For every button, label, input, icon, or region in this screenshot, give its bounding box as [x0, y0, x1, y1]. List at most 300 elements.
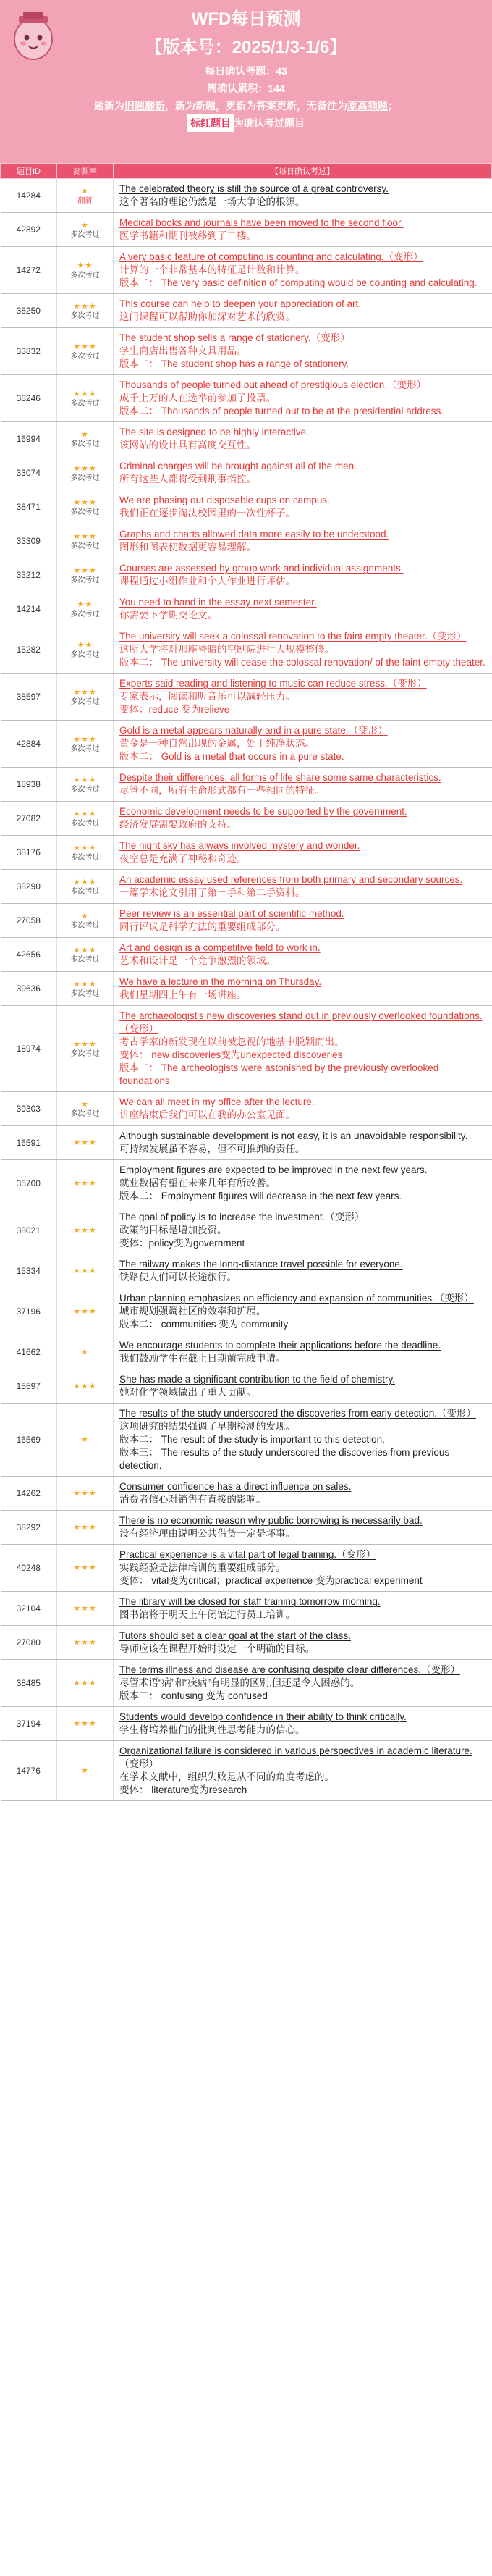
sentence-cell — [114, 1545, 492, 1592]
sentence-english: A very basic feature of computing is counting and calculating.（变形） — [119, 251, 423, 262]
table-row — [1, 328, 492, 375]
table-row — [1, 456, 492, 490]
status-tag: 多次考过 — [70, 697, 100, 706]
sentence-english: The student shop sells a range of stationery.（变形） — [119, 332, 350, 343]
frequency-cell — [57, 1511, 114, 1545]
sentence-line: 这个著名的理论仍然是一场大争论的根源。 — [119, 196, 305, 207]
sentence-line: 变体： literature变为research — [119, 1784, 247, 1795]
sentence-line: 这项研究的结果强调了早期检测的发现。 — [119, 1421, 295, 1432]
question-id: 38246 — [1, 375, 57, 422]
status-tag: 多次考过 — [70, 440, 100, 448]
sentence-cell — [114, 836, 492, 870]
sentence-cell — [114, 247, 492, 294]
star-rating-icon: ★★★ — [73, 1489, 97, 1498]
question-id: 39303 — [1, 1092, 57, 1126]
sentence-cell — [114, 674, 492, 721]
frequency-cell — [57, 802, 114, 836]
confirmed-total: 周确认累积：144 — [207, 83, 285, 94]
sentence-cell — [114, 1592, 492, 1626]
sentence-line: 变体： vital变为critical；practical experience 变为practical experiment — [119, 1575, 423, 1586]
sentence-cell — [114, 721, 492, 768]
sentence-english: Economic development needs to be supported by the government. — [119, 806, 407, 817]
question-id: 38471 — [1, 490, 57, 524]
sentence-cell — [114, 294, 492, 328]
sentence-cell — [114, 524, 492, 558]
sentence-line: 变体：reduce 变为relieve — [119, 704, 230, 715]
status-tag: 多次考过 — [70, 989, 100, 998]
table-row — [1, 1511, 492, 1545]
sentence-cell — [114, 1660, 492, 1707]
sentence-line: 一篇学术论文引用了第一手和第二手资料。 — [119, 887, 305, 898]
sentence-cell — [114, 179, 492, 213]
table-row — [1, 1404, 492, 1477]
frequency-cell — [57, 1404, 114, 1477]
sentence-line: 铁路使人们可以长途旅行。 — [119, 1272, 237, 1283]
sentence-line: 版本二： Gold is a metal that occurs in a pure state. — [119, 751, 344, 762]
table-row — [1, 1160, 492, 1207]
sentence-line: 实践经验是法律培训的重要组成部分。 — [119, 1562, 286, 1573]
star-rating-icon: ★★★ — [73, 1179, 97, 1188]
question-id: 16591 — [1, 1126, 57, 1160]
star-rating-icon: ★ — [81, 429, 89, 439]
frequency-cell — [57, 524, 114, 558]
sentence-cell — [114, 1707, 492, 1741]
sentence-cell — [114, 972, 492, 1006]
frequency-cell — [57, 1741, 114, 1801]
status-tag: 多次考过 — [70, 271, 100, 280]
sentence-cell — [114, 802, 492, 836]
status-tag: 多次考过 — [70, 819, 100, 828]
question-id: 14262 — [1, 1477, 57, 1511]
sentence-line: 课程通过小组作业和个人作业进行评估。 — [119, 576, 295, 587]
question-id: 15282 — [1, 626, 57, 674]
question-id: 33212 — [1, 558, 57, 592]
frequency-cell — [57, 1092, 114, 1126]
table-row — [1, 870, 492, 904]
sentence-english: Despite their differences, all forms of life share some same characteristics. — [119, 772, 441, 783]
sentence-cell — [114, 904, 492, 938]
table-row — [1, 179, 492, 213]
table-row — [1, 1477, 492, 1511]
table-row — [1, 1707, 492, 1741]
question-table — [0, 163, 492, 1801]
star-rating-icon: ★ — [81, 911, 89, 920]
sentence-cell — [114, 592, 492, 626]
frequency-cell — [57, 1288, 114, 1335]
status-tag: 多次考过 — [70, 311, 100, 320]
frequency-cell — [57, 213, 114, 247]
sentence-line: 专家表示，阅读和听音乐可以减轻压力。 — [119, 691, 295, 702]
sentence-english: Criminal charges will be brought against all of the men. — [119, 461, 357, 471]
sentence-cell — [114, 1092, 492, 1126]
table-row — [1, 558, 492, 592]
sentence-english: We have a lecture in the morning on Thursday. — [119, 976, 322, 987]
question-id: 38290 — [1, 870, 57, 904]
sentence-english: We encourage students to complete their applications before the deadline. — [119, 1340, 441, 1351]
sentence-line: 就业数据有望在未来几年有所改善。 — [119, 1178, 276, 1188]
star-rating-icon: ★★★ — [73, 979, 97, 989]
sentence-line: 图形和图表使数据更容易理解。 — [119, 542, 256, 553]
sentence-english: The site is designed to be highly interactive. — [119, 427, 309, 437]
table-body — [1, 179, 492, 1801]
star-rating-icon: ★ — [81, 1435, 89, 1444]
question-id: 41662 — [1, 1335, 57, 1369]
sentence-cell — [114, 1404, 492, 1477]
star-rating-icon: ★★★ — [73, 1138, 97, 1147]
question-id: 14272 — [1, 247, 57, 294]
question-id: 42892 — [1, 213, 57, 247]
table-row — [1, 422, 492, 456]
sentence-cell — [114, 1288, 492, 1335]
sentence-line: 图书馆将于明天上午闭馆进行员工培训。 — [119, 1609, 295, 1620]
sentence-english: She has made a significant contribution to the field of chemistry. — [119, 1374, 395, 1385]
frequency-cell — [57, 1592, 114, 1626]
sentence-english: We can all meet in my office after the lecture. — [119, 1096, 315, 1107]
status-tag: 多次考过 — [70, 887, 100, 896]
star-rating-icon: ★★★ — [73, 809, 97, 818]
sentence-english: The terms illness and disease are confusing despite clear differences.（变形） — [119, 1664, 460, 1675]
status-tag: 多次考过 — [70, 955, 100, 964]
frequency-cell — [57, 1335, 114, 1369]
star-rating-icon: ★★★ — [73, 775, 97, 784]
table-row — [1, 721, 492, 768]
frequency-cell — [57, 1207, 114, 1254]
sentence-line: 城市规划强调社区的效率和扩展。 — [119, 1306, 266, 1317]
star-rating-icon: ★★★ — [73, 389, 97, 398]
sentence-cell — [114, 1160, 492, 1207]
question-id: 18938 — [1, 768, 57, 802]
frequency-cell — [57, 721, 114, 768]
status-tag: 多次考过 — [70, 542, 100, 550]
sentence-line: 讲座结束后我们可以在我的办公室见面。 — [119, 1109, 295, 1120]
question-id: 27082 — [1, 802, 57, 836]
sentence-english: Employment figures are expected to be improved in the next few years. — [119, 1165, 428, 1175]
question-id: 35700 — [1, 1160, 57, 1207]
sentence-line: 没有经济理由说明公共借贷一定是坏事。 — [119, 1528, 295, 1539]
sentence-line: 艺术和设计是一个竞争激烈的领域。 — [119, 955, 276, 966]
sentence-english: Peer review is an essential part of scientific method. — [119, 908, 344, 919]
table-row — [1, 972, 492, 1006]
sentence-english: Courses are assessed by group work and individual assignments. — [119, 563, 404, 574]
question-id: 18974 — [1, 1006, 57, 1092]
frequency-cell — [57, 1160, 114, 1207]
question-id: 38597 — [1, 674, 57, 721]
star-rating-icon: ★★★ — [73, 1267, 97, 1275]
sentence-line: 这所大学将对那座昏暗的空剧院进行大规模整修。 — [119, 644, 334, 655]
star-rating-icon: ★★★ — [73, 1307, 97, 1316]
frequency-cell — [57, 836, 114, 870]
status-tag: 多次考过 — [70, 576, 100, 584]
sentence-english: Organizational failure is considered in various perspectives in academic literature.（变形） — [119, 1745, 472, 1769]
sentence-line: 考古学家的新发现在以前被忽视的地基中脱颖而出。 — [119, 1036, 344, 1047]
frequency-cell — [57, 1477, 114, 1511]
frequency-cell — [57, 938, 114, 972]
page-title: WFD每日预测 — [191, 9, 301, 29]
question-id: 27080 — [1, 1626, 57, 1660]
sentence-line: 你需要下学期交论文。 — [119, 610, 217, 621]
table-row — [1, 294, 492, 328]
star-rating-icon: ★★★ — [73, 1604, 97, 1613]
star-rating-icon: ★★★ — [73, 877, 97, 886]
sentence-english: The night sky has always involved mystery and wonder. — [119, 840, 360, 851]
table-row — [1, 213, 492, 247]
sentence-cell — [114, 1369, 492, 1404]
sentence-english: The celebrated theory is still the source of a great controversy. — [119, 183, 389, 194]
sentence-line: 我们正在逐步淘汰校园里的一次性杯子。 — [119, 508, 295, 519]
table-row — [1, 674, 492, 721]
sentence-cell — [114, 1511, 492, 1545]
frequency-cell — [57, 870, 114, 904]
sentence-cell — [114, 375, 492, 422]
sentence-cell — [114, 1006, 492, 1092]
table-row — [1, 904, 492, 938]
frequency-cell — [57, 375, 114, 422]
sentence-line: 版本二： confusing 变为 confused — [119, 1690, 268, 1701]
sentence-line: 经济发展需要政府的支持。 — [119, 819, 237, 830]
question-id: 14214 — [1, 592, 57, 626]
table-row — [1, 1254, 492, 1288]
frequency-cell — [57, 1369, 114, 1404]
sentence-line: 导师应该在课程开始时设定一个明确的目标。 — [119, 1643, 315, 1654]
sentence-line: 版本二： The result of the study is important to this detection. — [119, 1434, 385, 1445]
sentence-line: 学生商店出售各种文具用品。 — [119, 345, 247, 356]
sentence-cell — [114, 768, 492, 802]
star-rating-icon: ★★★ — [73, 687, 97, 697]
sentence-line: 版本二： Thousands of people turned out to be at the presidential address. — [119, 406, 444, 416]
sentence-english: This course can help to deepen your appreciation of art. — [119, 298, 361, 309]
sentence-english: Urban planning emphasizes on efficiency and expansion of communities.（变形） — [119, 1293, 474, 1304]
question-id: 15334 — [1, 1254, 57, 1288]
table-row — [1, 1741, 492, 1801]
star-rating-icon: ★★★ — [73, 463, 97, 473]
star-rating-icon: ★★★ — [73, 1523, 97, 1532]
sentence-english: Experts said reading and listening to music can reduce stress.（变形） — [119, 678, 427, 689]
sentence-line: 黄金是一种自然出现的金属，处于纯净状态。 — [119, 738, 315, 749]
star-rating-icon: ★★★ — [73, 1226, 97, 1235]
star-rating-icon: ★ — [81, 1348, 89, 1356]
sentence-english: The university will seek a colossal renovation to the faint empty theater.（变形） — [119, 631, 467, 642]
column-header-frequency: 高频率 — [57, 164, 114, 179]
question-id: 27058 — [1, 904, 57, 938]
table-row — [1, 802, 492, 836]
table-row — [1, 1660, 492, 1707]
status-tag: 多次考过 — [70, 399, 100, 408]
mascot-icon — [10, 10, 56, 64]
sentence-english: We are phasing out disposable cups on campus. — [119, 495, 330, 505]
sentence-line: 版本二： The student shop has a range of stationery. — [119, 358, 349, 369]
star-rating-icon: ★★★ — [73, 1638, 97, 1647]
frequency-cell — [57, 1545, 114, 1592]
sentence-line: 这门课程可以帮助你加深对艺术的欣赏。 — [119, 311, 295, 322]
star-rating-icon: ★★ — [77, 261, 93, 270]
sentence-cell — [114, 490, 492, 524]
frequency-cell — [57, 904, 114, 938]
sentence-english: An academic essay used references from both primary and secondary sources. — [119, 874, 463, 885]
sentence-english: Practical experience is a vital part of legal training.（变形） — [119, 1549, 376, 1560]
question-id: 32104 — [1, 1592, 57, 1626]
frequency-cell — [57, 1626, 114, 1660]
sentence-line: 可持续发展虽不容易，但不可推卸的责任。 — [119, 1144, 305, 1154]
status-tag: 翻新 — [77, 196, 93, 205]
table-row — [1, 938, 492, 972]
legend-note: 题新为旧题翻新，新为新题，更新为答案更新，无备注为原高频题； — [94, 100, 398, 112]
sentence-english: Consumer confidence has a direct influence on sales. — [119, 1481, 352, 1492]
status-tag: 多次考过 — [70, 508, 100, 516]
frequency-cell — [57, 1126, 114, 1160]
sentence-line: 版本三： The results of the study underscored the discoveries from previous detection. — [119, 1447, 450, 1471]
frequency-cell — [57, 1660, 114, 1707]
question-id: 38292 — [1, 1511, 57, 1545]
star-rating-icon: ★★★ — [73, 1564, 97, 1572]
sentence-cell — [114, 328, 492, 375]
frequency-cell — [57, 674, 114, 721]
sentence-line: 政策的目标是增加投资。 — [119, 1225, 227, 1235]
sentence-line: 同行评议是科学方法的重要组成部分。 — [119, 921, 286, 932]
star-rating-icon: ★★★ — [73, 1382, 97, 1390]
star-rating-icon: ★★ — [77, 640, 93, 650]
confirmed-today: 每日确认考题：43 — [205, 65, 287, 77]
frequency-cell — [57, 592, 114, 626]
sentence-english: The results of the study underscored the discoveries from early detection.（变形） — [119, 1408, 476, 1419]
star-rating-icon: ★★★ — [73, 1039, 97, 1049]
table-row — [1, 375, 492, 422]
table-row — [1, 1092, 492, 1126]
table-row — [1, 626, 492, 674]
question-id: 15597 — [1, 1369, 57, 1404]
column-header-content: 【每日确认考过】 — [114, 164, 492, 179]
sentence-cell — [114, 1335, 492, 1369]
frequency-cell — [57, 768, 114, 802]
table-row — [1, 1545, 492, 1592]
sentence-cell — [114, 456, 492, 490]
table-row — [1, 836, 492, 870]
question-id: 16994 — [1, 422, 57, 456]
sentence-line: 尽管术语“病”和“疾病”有明显的区别,但还是令人困惑的。 — [119, 1677, 360, 1688]
sentence-english: Thousands of people turned out ahead of prestigious election.（变形） — [119, 379, 427, 390]
status-tag: 多次考过 — [70, 650, 100, 659]
sentence-english: There is no economic reason why public borrowing is necessarily bad. — [119, 1515, 423, 1526]
table-row — [1, 1126, 492, 1160]
table-row — [1, 247, 492, 294]
table-row — [1, 1626, 492, 1660]
header-banner — [0, 0, 492, 163]
star-rating-icon: ★★★ — [73, 1679, 97, 1687]
sentence-line: 消费者信心对销售有直接的影响。 — [119, 1494, 266, 1505]
sentence-line: 夜空总是充满了神秘和奇迹。 — [119, 853, 247, 864]
frequency-cell — [57, 294, 114, 328]
sentence-cell — [114, 1207, 492, 1254]
sentence-cell — [114, 938, 492, 972]
star-rating-icon: ★★★ — [73, 734, 97, 744]
sentence-line: 版本二： The university will cease the colossal renovation/ of the faint empty theater. — [119, 657, 485, 668]
status-tag: 多次考过 — [70, 853, 100, 862]
sentence-cell — [114, 1626, 492, 1660]
question-id: 37194 — [1, 1707, 57, 1741]
star-rating-icon: ★★★ — [73, 532, 97, 541]
table-row — [1, 1592, 492, 1626]
sentence-line: 成千上万的人在选举前参加了投票。 — [119, 393, 276, 403]
question-id: 39636 — [1, 972, 57, 1006]
star-rating-icon: ★★★ — [73, 301, 97, 311]
sentence-cell — [114, 213, 492, 247]
sentence-english: Gold is a metal appears naturally and in a pure state.（变形） — [119, 725, 388, 736]
sentence-line: 版本二： The very basic definition of computing would be counting and calculating. — [119, 277, 478, 288]
sentence-english: The railway makes the long-distance travel possible for everyone. — [119, 1259, 403, 1270]
sentence-cell — [114, 1477, 492, 1511]
sentence-line: 我们星期四上午有一场讲座。 — [119, 989, 247, 1000]
question-id: 40248 — [1, 1545, 57, 1592]
sentence-line: 变体： new discoveries变为unexpected discoveries — [119, 1049, 343, 1060]
status-tag: 多次考过 — [70, 1049, 100, 1058]
table-row — [1, 524, 492, 558]
sentence-cell — [114, 626, 492, 674]
table-row — [1, 1335, 492, 1369]
frequency-cell — [57, 328, 114, 375]
frequency-cell — [57, 490, 114, 524]
star-rating-icon: ★ — [81, 1766, 89, 1775]
status-tag: 多次考过 — [70, 230, 100, 239]
frequency-cell — [57, 247, 114, 294]
sentence-english: The goal of policy is to increase the investment.（变形） — [119, 1212, 365, 1222]
status-tag: 多次考过 — [70, 744, 100, 753]
table-row — [1, 1207, 492, 1254]
sentence-line: 她对化学领域做出了重大贡献。 — [119, 1387, 256, 1398]
frequency-cell — [57, 1707, 114, 1741]
sentence-line: 该网站的设计具有高度交互性。 — [119, 440, 256, 450]
sentence-english: Art and design is a competitive field to work in. — [119, 942, 321, 953]
star-rating-icon: ★ — [81, 1099, 89, 1109]
sentence-english: You need to hand in the essay next semester. — [119, 597, 317, 608]
status-tag: 多次考过 — [70, 785, 100, 794]
status-tag: 多次考过 — [70, 352, 100, 361]
question-id: 42884 — [1, 721, 57, 768]
sentence-english: Tutors should set a clear goal at the start of the class. — [119, 1630, 351, 1641]
question-id: 14776 — [1, 1741, 57, 1801]
table-row — [1, 1006, 492, 1092]
sentence-english: Graphs and charts allowed data more easily to be understood. — [119, 529, 389, 540]
star-rating-icon: ★★ — [77, 600, 93, 609]
sentence-cell — [114, 870, 492, 904]
star-rating-icon: ★★★ — [73, 498, 97, 507]
frequency-cell — [57, 456, 114, 490]
star-rating-icon: ★★★ — [73, 1719, 97, 1728]
frequency-cell — [57, 1006, 114, 1092]
question-id: 38176 — [1, 836, 57, 870]
status-tag: 多次考过 — [70, 610, 100, 618]
sentence-english: The library will be closed for staff training tomorrow morning. — [119, 1596, 381, 1607]
sentence-cell — [114, 422, 492, 456]
star-rating-icon: ★★★ — [73, 843, 97, 852]
table-row — [1, 1288, 492, 1335]
sentence-line: 版本二： communities 变为 community — [119, 1319, 289, 1330]
legend-highlight: 标红题目 为确认考过题目 — [0, 114, 492, 132]
star-rating-icon: ★ — [81, 186, 89, 196]
frequency-cell — [57, 1254, 114, 1288]
question-id: 33074 — [1, 456, 57, 490]
table-row — [1, 1369, 492, 1404]
table-row — [1, 490, 492, 524]
star-rating-icon: ★ — [81, 220, 89, 230]
question-id: 38250 — [1, 294, 57, 328]
status-tag: 多次考过 — [70, 474, 100, 482]
table-row — [1, 768, 492, 802]
sentence-line: 版本二： The archeologists were astonished by the previously overlooked foundations. — [119, 1062, 439, 1086]
sentence-cell — [114, 558, 492, 592]
question-id: 14284 — [1, 179, 57, 213]
sentence-line: 尽管不同，所有生命形式都有一些相同的特征。 — [119, 785, 325, 796]
frequency-cell — [57, 179, 114, 213]
sentence-english: Students would develop confidence in their ability to think critically. — [119, 1711, 407, 1722]
